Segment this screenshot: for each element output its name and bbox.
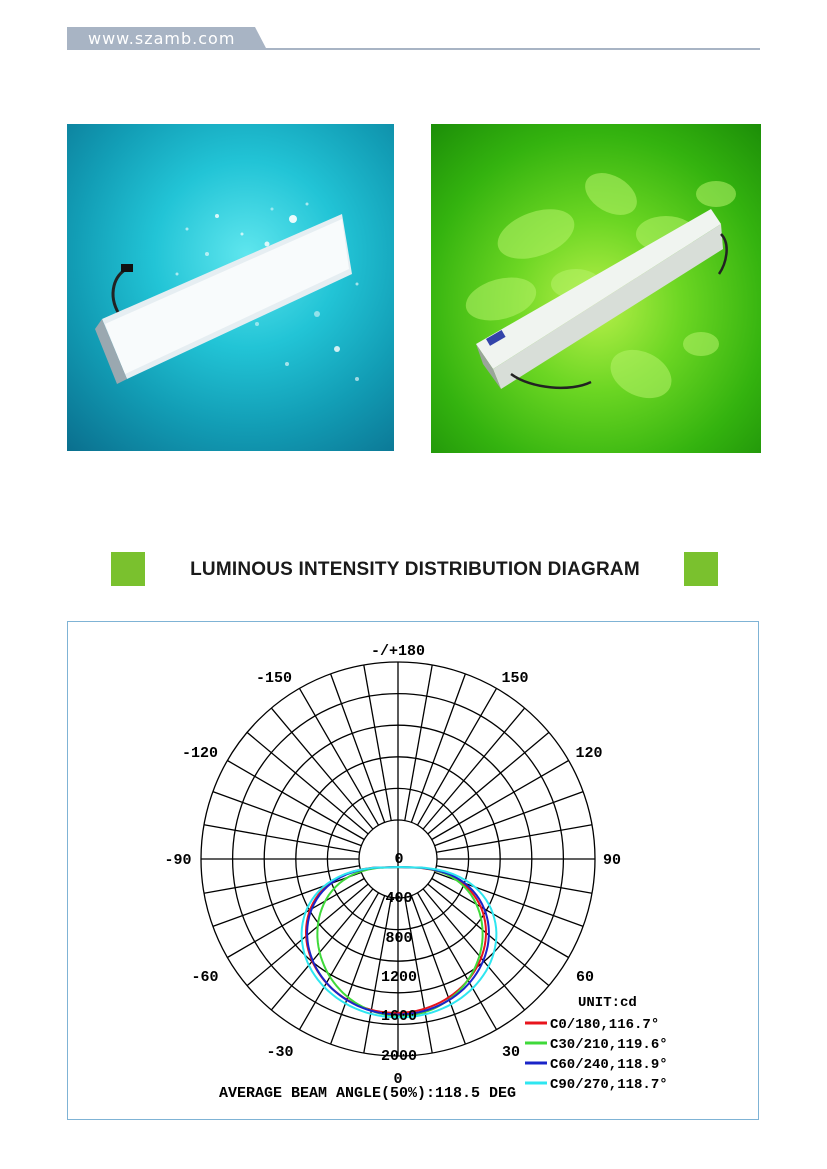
beam-angle-label: AVERAGE BEAM ANGLE(50%):118.5 DEG (219, 1085, 517, 1102)
polar-spoke (423, 708, 525, 829)
header-url[interactable]: www.szamb.com (88, 29, 236, 48)
polar-spoke (428, 732, 549, 834)
polar-spoke (271, 708, 373, 829)
angle-label-neg90: -90 (164, 852, 192, 869)
legend-label: C30/210,119.6° (550, 1037, 668, 1053)
legend-label: C60/240,118.9° (550, 1057, 668, 1073)
polar-diagram (68, 622, 758, 1119)
angle-label-0: 0 (393, 1071, 403, 1088)
polar-spoke (436, 825, 592, 852)
section-marker-left (111, 552, 145, 586)
polar-spoke (247, 732, 368, 834)
ring-label-800: 800 (385, 930, 413, 947)
legend-label: C0/180,116.7° (550, 1017, 660, 1033)
angle-label-neg120: -120 (181, 745, 219, 762)
angle-label-neg150: -150 (255, 670, 293, 687)
section-title: LUMINOUS INTENSITY DISTRIBUTION DIAGRAM (190, 559, 640, 580)
angle-label-120: 120 (575, 745, 603, 762)
polar-spoke (331, 896, 385, 1044)
polar-diagram-frame (67, 621, 759, 1120)
legend-label: C90/270,118.7° (550, 1077, 668, 1093)
polar-spoke (405, 665, 432, 821)
polar-spoke (423, 889, 525, 1010)
angle-label-180: -/+180 (370, 643, 426, 660)
polar-spoke (204, 825, 360, 852)
unit-label: UNIT:cd (578, 995, 637, 1011)
polar-spoke (364, 665, 391, 821)
polar-spoke (411, 896, 465, 1044)
ring-label-400: 400 (385, 890, 413, 907)
polar-spoke (213, 872, 361, 926)
angle-label-150: 150 (501, 670, 529, 687)
polar-spoke (435, 792, 583, 846)
product-photo-blue (67, 124, 394, 451)
ring-label-2000: 2000 (380, 1048, 418, 1065)
ring-label-1200: 1200 (380, 969, 418, 986)
ring-label-1600: 1600 (380, 1008, 418, 1025)
angle-label-60: 60 (575, 969, 595, 986)
angle-label-neg30: -30 (266, 1044, 294, 1061)
angle-label-neg60: -60 (191, 969, 219, 986)
polar-spoke (331, 674, 385, 822)
angle-label-90: 90 (602, 852, 622, 869)
product-photo-green (431, 124, 761, 453)
header-divider (67, 48, 760, 50)
angle-label-30: 30 (501, 1044, 521, 1061)
polar-spoke (411, 674, 465, 822)
ring-label-0: 0 (394, 851, 404, 868)
section-marker-right (684, 552, 718, 586)
polar-spoke (213, 792, 361, 846)
